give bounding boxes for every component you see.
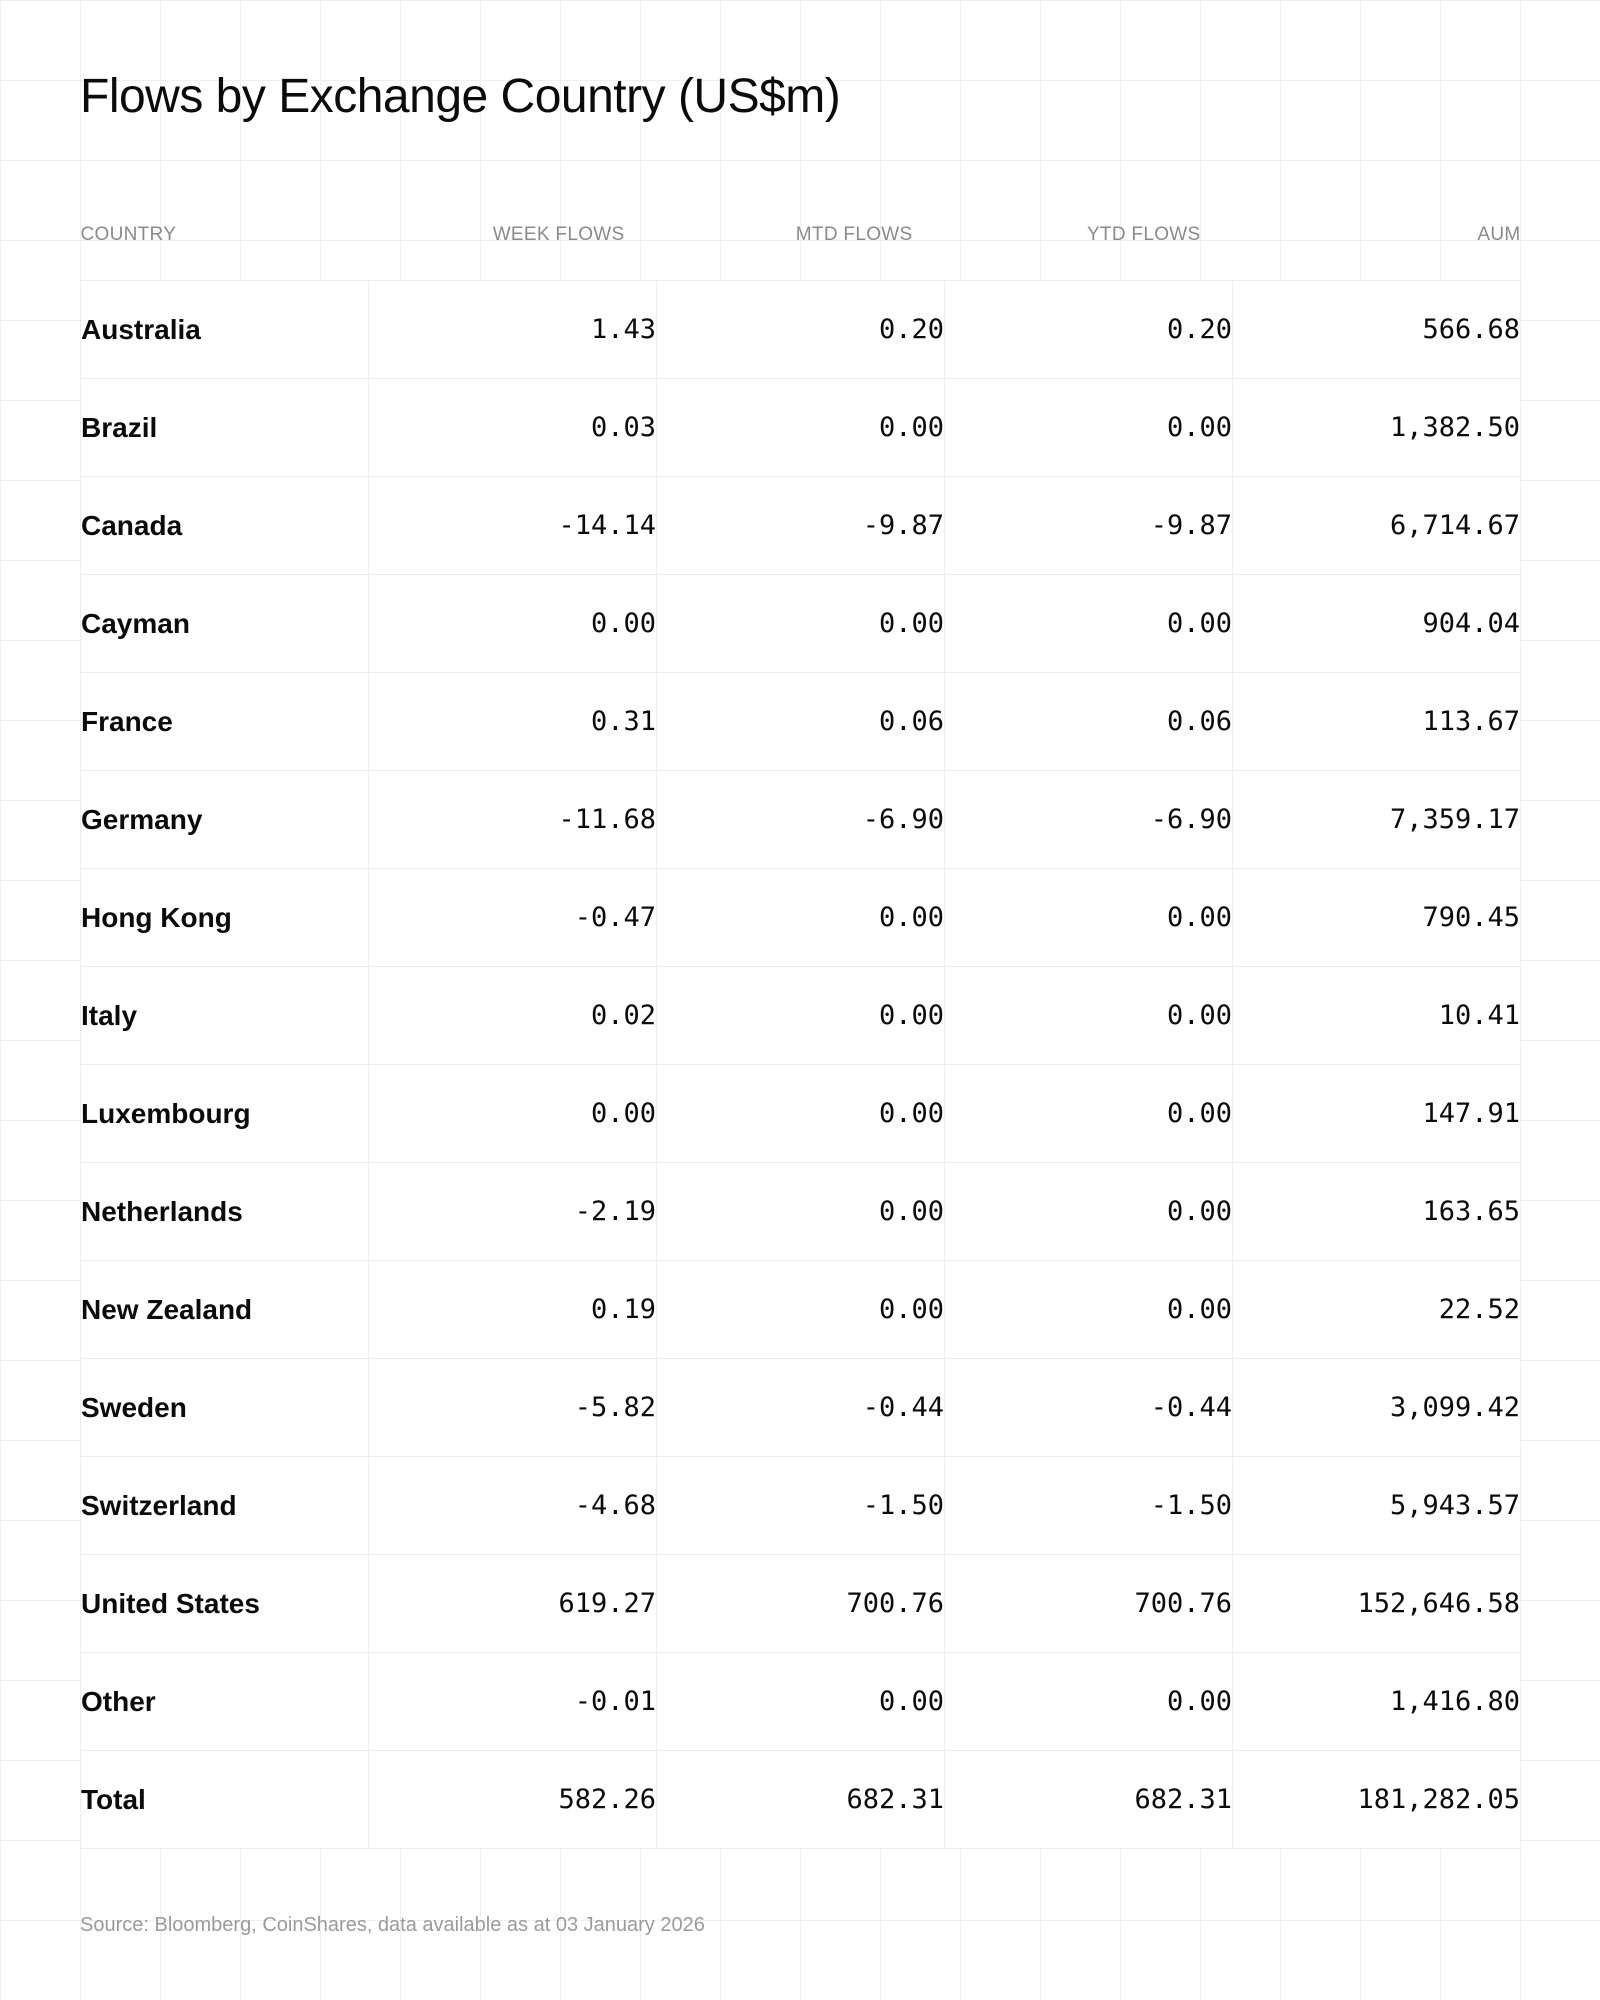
week-flows-cell: -0.01 [369,1653,657,1751]
week-flows-cell: -4.68 [369,1457,657,1555]
ytd-flows-cell: -6.90 [945,771,1233,869]
ytd-flows-cell: 0.00 [945,379,1233,477]
country-cell: Hong Kong [81,869,369,967]
week-flows-cell: 0.00 [369,1065,657,1163]
ytd-flows-cell: 0.00 [945,869,1233,967]
aum-cell: 163.65 [1233,1163,1521,1261]
mtd-flows-cell: 0.00 [657,575,945,673]
table-row [81,869,1521,967]
ytd-flows-cell: -9.87 [945,477,1233,575]
column-header-aum: AUM [1477,224,1521,245]
mtd-flows-cell: -0.44 [657,1359,945,1457]
aum-cell: 113.67 [1233,673,1521,771]
aum-cell: 6,714.67 [1233,477,1521,575]
mtd-flows-cell: 700.76 [657,1555,945,1653]
country-cell: Netherlands [81,1163,369,1261]
week-flows-cell: 0.00 [369,575,657,673]
week-flows-cell: 0.19 [369,1261,657,1359]
page-title: Flows by Exchange Country (US$m) [80,70,841,123]
table-row [81,1065,1521,1163]
aum-cell: 7,359.17 [1233,771,1521,869]
aum-cell: 152,646.58 [1233,1555,1521,1653]
table-row [81,379,1521,477]
ytd-flows-cell: -1.50 [945,1457,1233,1555]
table-row [81,1653,1521,1751]
table-body [81,281,1521,1849]
mtd-flows-cell: -6.90 [657,771,945,869]
table-row [81,1359,1521,1457]
mtd-flows-cell: 0.00 [657,967,945,1065]
mtd-flows-cell: -1.50 [657,1457,945,1555]
mtd-flows-cell: 0.06 [657,673,945,771]
table-row [81,1751,1521,1849]
aum-cell: 181,282.05 [1233,1751,1521,1849]
mtd-flows-cell: 0.00 [657,1653,945,1751]
column-header-week-flows: WEEK FLOWS [492,224,625,245]
mtd-flows-cell: 0.00 [657,379,945,477]
week-flows-cell: 0.03 [369,379,657,477]
aum-cell: 790.45 [1233,869,1521,967]
country-cell: New Zealand [81,1261,369,1359]
week-flows-cell: -0.47 [369,869,657,967]
aum-cell: 22.52 [1233,1261,1521,1359]
aum-cell: 147.91 [1233,1065,1521,1163]
ytd-flows-cell: 0.00 [945,1653,1233,1751]
table-header [81,216,1521,281]
aum-cell: 1,416.80 [1233,1653,1521,1751]
country-cell: Cayman [81,575,369,673]
mtd-flows-cell: 0.00 [657,869,945,967]
country-cell: Italy [81,967,369,1065]
ytd-flows-cell: 700.76 [945,1555,1233,1653]
ytd-flows-cell: 0.00 [945,1163,1233,1261]
table-row [81,1457,1521,1555]
column-header-country: COUNTRY [80,224,177,245]
week-flows-cell: -2.19 [369,1163,657,1261]
table-row [81,281,1521,379]
table-row [81,1261,1521,1359]
country-cell: France [81,673,369,771]
country-cell: Australia [81,281,369,379]
table-row [81,1163,1521,1261]
ytd-flows-cell: 682.31 [945,1751,1233,1849]
country-cell: Luxembourg [81,1065,369,1163]
flows-table-container [80,216,1520,1849]
ytd-flows-cell: 0.00 [945,967,1233,1065]
table-row [81,477,1521,575]
country-cell: Germany [81,771,369,869]
mtd-flows-cell: 0.00 [657,1261,945,1359]
country-cell: Sweden [81,1359,369,1457]
ytd-flows-cell: 0.00 [945,1065,1233,1163]
country-cell: Total [81,1751,369,1849]
mtd-flows-cell: 682.31 [657,1751,945,1849]
week-flows-cell: 0.31 [369,673,657,771]
aum-cell: 5,943.57 [1233,1457,1521,1555]
mtd-flows-cell: 0.20 [657,281,945,379]
column-header-ytd-flows: YTD FLOWS [1086,224,1201,245]
ytd-flows-cell: 0.00 [945,575,1233,673]
table-row [81,575,1521,673]
country-cell: Canada [81,477,369,575]
week-flows-cell: 1.43 [369,281,657,379]
week-flows-cell: -5.82 [369,1359,657,1457]
week-flows-cell: 582.26 [369,1751,657,1849]
country-cell: United States [81,1555,369,1653]
week-flows-cell: 0.02 [369,967,657,1065]
aum-cell: 10.41 [1233,967,1521,1065]
country-cell: Other [81,1653,369,1751]
ytd-flows-cell: 0.00 [945,1261,1233,1359]
table-row [81,967,1521,1065]
header-row [81,216,1521,281]
aum-cell: 3,099.42 [1233,1359,1521,1457]
table-row [81,1555,1521,1653]
aum-cell: 1,382.50 [1233,379,1521,477]
table-row [81,673,1521,771]
week-flows-cell: -14.14 [369,477,657,575]
aum-cell: 566.68 [1233,281,1521,379]
mtd-flows-cell: 0.00 [657,1065,945,1163]
aum-cell: 904.04 [1233,575,1521,673]
week-flows-cell: -11.68 [369,771,657,869]
country-cell: Switzerland [81,1457,369,1555]
flows-table [80,216,1521,1849]
column-header-mtd-flows: MTD FLOWS [795,224,913,245]
ytd-flows-cell: 0.20 [945,281,1233,379]
week-flows-cell: 619.27 [369,1555,657,1653]
table-row [81,771,1521,869]
country-cell: Brazil [81,379,369,477]
ytd-flows-cell: -0.44 [945,1359,1233,1457]
ytd-flows-cell: 0.06 [945,673,1233,771]
mtd-flows-cell: -9.87 [657,477,945,575]
source-note: Source: Bloomberg, CoinShares, data available as at 03 January 2026 [80,1914,705,1936]
mtd-flows-cell: 0.00 [657,1163,945,1261]
